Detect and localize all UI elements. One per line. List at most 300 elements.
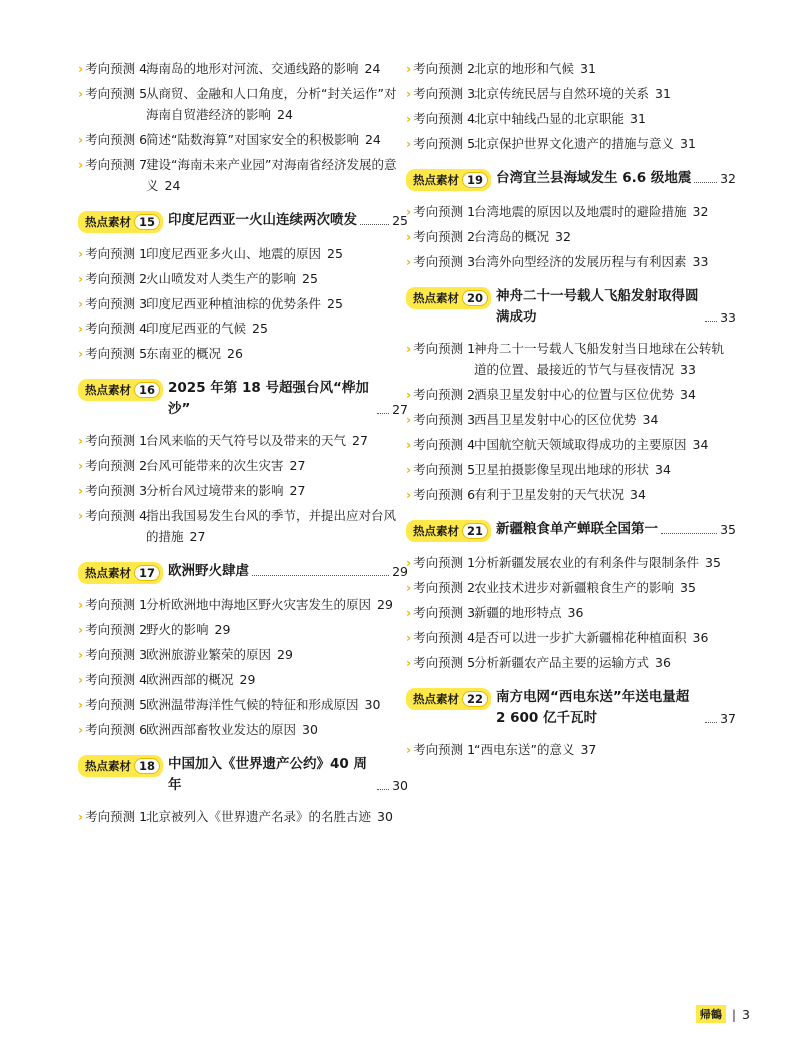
entry-page: 31 [680, 136, 696, 151]
entry-row [146, 619, 408, 640]
arrow-icon: › [406, 742, 412, 757]
arrow-icon: › [406, 387, 412, 402]
entry-title: 欧洲西部的概况 [146, 672, 234, 687]
entry-row [146, 83, 408, 125]
entry-title: 北京被列入《世界遗产名录》的名胜古迹 [146, 809, 372, 824]
prediction-label-text: 考向预测 5 [85, 697, 148, 712]
hot-topic-page: 27 [392, 402, 408, 417]
hot-topic-heading[interactable] [78, 754, 408, 796]
prediction-label [406, 739, 475, 760]
entry-title: 北京保护世界文化遗产的措施与意义 [474, 136, 675, 151]
hot-topic-page: 25 [392, 213, 408, 228]
hot-topic-badge-label: 热点素材 [413, 692, 459, 706]
entry-page: 29 [239, 672, 256, 687]
toc-right-column [406, 58, 736, 764]
prediction-label [78, 594, 147, 615]
toc-entry[interactable] [406, 602, 736, 623]
entry-title: 中国航空航天领域取得成功的主要原因 [474, 437, 687, 452]
prediction-label [406, 484, 475, 505]
toc-entry[interactable] [406, 484, 736, 505]
prediction-label [78, 806, 147, 827]
prediction-label [406, 434, 475, 455]
hot-topic-heading[interactable] [406, 687, 736, 729]
prediction-label [406, 226, 475, 247]
prediction-label-text: 考向预测 4 [413, 111, 476, 126]
toc-entry[interactable] [78, 343, 408, 364]
prediction-label [78, 343, 147, 364]
arrow-icon: › [78, 61, 84, 76]
arrow-icon: › [78, 157, 84, 172]
prediction-label-text: 考向预测 4 [413, 437, 476, 452]
entry-title: 北京中轴线凸显的北京职能 [474, 111, 625, 126]
arrow-icon: › [406, 61, 412, 76]
entry-page: 36 [567, 605, 584, 620]
arrow-icon: › [78, 597, 84, 612]
arrow-icon: › [78, 722, 84, 737]
hot-topic-title: 欧洲野火肆虐 [168, 563, 250, 579]
arrow-icon: › [406, 605, 412, 620]
toc-entry[interactable] [78, 293, 408, 314]
arrow-icon: › [406, 655, 412, 670]
arrow-icon: › [406, 136, 412, 151]
hot-topic-heading[interactable] [78, 210, 408, 233]
entry-title: 神舟二十一号载人飞船发射当日地球在公转轨道的位置、最接近的节气与昼夜情况 [474, 341, 725, 377]
prediction-label [78, 129, 147, 150]
entry-title: 卫星拍摄影像呈现出地球的形状 [474, 462, 650, 477]
entry-title: 分析新疆发展农业的有利条件与限制条件 [474, 555, 700, 570]
prediction-label [406, 459, 475, 480]
arrow-icon: › [406, 630, 412, 645]
entry-title: “西电东送”的意义 [474, 742, 575, 757]
hot-topic-heading[interactable] [406, 168, 736, 191]
prediction-label [406, 108, 475, 129]
prediction-label-text: 考向预测 4 [413, 630, 476, 645]
page-number: 3 [742, 1006, 750, 1022]
entry-page: 24 [164, 178, 181, 193]
entry-row [146, 644, 408, 665]
arrow-icon: › [78, 672, 84, 687]
entry-row [146, 455, 408, 476]
entry-page: 34 [692, 437, 709, 452]
hot-topic-badge [406, 287, 491, 309]
prediction-label-text: 考向预测 6 [85, 132, 148, 147]
entry-title: 台湾岛的概况 [474, 229, 550, 244]
toc-entry[interactable] [78, 644, 408, 665]
toc-entry[interactable] [406, 58, 736, 79]
arrow-icon: › [406, 111, 412, 126]
prediction-label-text: 考向预测 3 [413, 412, 476, 427]
entry-row [474, 58, 736, 79]
entry-row [474, 409, 736, 430]
entry-page: 34 [630, 487, 646, 502]
hot-topic-title: 台湾宜兰县海域发生 6.6 级地震 [496, 170, 692, 186]
hot-topic-badge-label: 热点素材 [85, 215, 131, 229]
entry-title: 建设“海南未来产业园”对海南省经济发展的意义 [146, 157, 397, 193]
entry-row [146, 594, 408, 615]
arrow-icon: › [406, 487, 412, 502]
toc-entry[interactable] [78, 505, 408, 547]
hot-topic-badge-label: 热点素材 [413, 524, 459, 538]
entry-row [146, 268, 408, 289]
prediction-label-text: 考向预测 3 [85, 483, 148, 498]
entry-title: 火山喷发对人类生产的影响 [146, 271, 297, 286]
prediction-label [78, 644, 147, 665]
entry-title: 北京传统民居与自然环境的关系 [474, 86, 650, 101]
arrow-icon: › [406, 462, 412, 477]
toc-entry[interactable] [78, 430, 408, 451]
entry-title: 有利于卫星发射的天气状况 [474, 487, 625, 502]
toc-entry[interactable] [406, 459, 736, 480]
hot-topic-number: 16 [134, 382, 160, 398]
hot-topic-heading[interactable] [406, 519, 736, 542]
arrow-icon: › [78, 508, 84, 523]
prediction-label-text: 考向预测 2 [413, 61, 476, 76]
toc-entry[interactable] [406, 83, 736, 104]
prediction-label-text: 考向预测 1 [413, 341, 476, 356]
toc-entry[interactable] [406, 226, 736, 247]
entry-page: 25 [327, 296, 343, 311]
hot-topic-badge [406, 688, 491, 710]
prediction-label [406, 652, 475, 673]
entry-page: 32 [692, 204, 709, 219]
prediction-label-text: 考向预测 1 [413, 742, 476, 757]
prediction-label [78, 83, 147, 104]
entry-page: 30 [364, 697, 381, 712]
entry-row [146, 669, 408, 690]
entry-row [146, 806, 408, 827]
entry-title: 台湾地震的原因以及地震时的避险措施 [474, 204, 687, 219]
dot-leader [661, 533, 717, 534]
toc-entry[interactable] [78, 154, 408, 196]
arrow-icon: › [78, 296, 84, 311]
entry-row [474, 201, 736, 222]
entry-title: 印度尼西亚的气候 [146, 321, 247, 336]
arrow-icon: › [78, 321, 84, 336]
entry-row [474, 577, 736, 598]
arrow-icon: › [406, 437, 412, 452]
entry-page: 26 [227, 346, 243, 361]
entry-title: 台风可能带来的次生灾害 [146, 458, 284, 473]
arrow-icon: › [78, 433, 84, 448]
dot-leader [360, 224, 389, 225]
toc-entry[interactable] [78, 619, 408, 640]
entry-title: 西昌卫星发射中心的区位优势 [474, 412, 637, 427]
arrow-icon: › [78, 132, 84, 147]
arrow-icon: › [78, 246, 84, 261]
toc-entry[interactable] [78, 455, 408, 476]
hot-topic-title: 南方电网“西电东送”年送电量超 2 600 亿千瓦时 [496, 689, 690, 726]
hot-topic-title: 中国加入《世界遗产公约》40 周年 [168, 756, 368, 793]
entry-title: 农业技术进步对新疆粮食生产的影响 [474, 580, 675, 595]
entry-row [146, 293, 408, 314]
footer-separator: | [731, 1006, 737, 1022]
prediction-label [78, 154, 147, 175]
entry-row [146, 243, 408, 264]
toc-entry[interactable] [78, 594, 408, 615]
entry-title: 简述“陆数海算”对国家安全的积极影响 [146, 132, 359, 147]
entry-page: 36 [692, 630, 709, 645]
hot-topic-title: 印度尼西亚一火山连续两次喷发 [168, 212, 358, 228]
entry-title: 欧洲旅游业繁荣的原因 [146, 647, 272, 662]
entry-page: 33 [680, 362, 696, 377]
prediction-label-text: 考向预测 1 [85, 246, 148, 261]
arrow-icon: › [406, 412, 412, 427]
toc-entry[interactable] [406, 251, 736, 272]
entry-title: 东南亚的概况 [146, 346, 222, 361]
hot-topic-badge-label: 热点素材 [85, 566, 131, 580]
entry-title: 分析欧洲地中海地区野火灾害发生的原因 [146, 597, 372, 612]
toc-entry[interactable] [78, 129, 408, 150]
prediction-label-text: 考向预测 4 [85, 672, 148, 687]
hot-topic-badge-label: 热点素材 [413, 291, 459, 305]
entry-row [474, 338, 736, 380]
toc-entry[interactable] [78, 58, 408, 79]
hot-topic-heading[interactable] [406, 286, 736, 328]
arrow-icon: › [78, 809, 84, 824]
entry-page: 24 [364, 132, 381, 147]
arrow-icon: › [78, 346, 84, 361]
prediction-label-text: 考向预测 4 [85, 508, 148, 523]
prediction-label [78, 293, 147, 314]
entry-page: 34 [680, 387, 696, 402]
hot-topic-row [496, 168, 736, 189]
entry-page: 24 [277, 107, 293, 122]
dot-leader [705, 722, 717, 723]
prediction-label-text: 考向预测 1 [85, 809, 148, 824]
entry-title: 分析新疆农产品主要的运输方式 [474, 655, 650, 670]
arrow-icon: › [406, 254, 412, 269]
entry-row [474, 602, 736, 623]
toc-entry[interactable] [78, 806, 408, 827]
entry-page: 31 [630, 111, 646, 126]
prediction-label [78, 505, 147, 526]
entry-page: 29 [377, 597, 393, 612]
arrow-icon: › [78, 622, 84, 637]
toc-entry[interactable] [78, 719, 408, 740]
entry-page: 34 [655, 462, 671, 477]
arrow-icon: › [406, 580, 412, 595]
arrow-icon: › [406, 555, 412, 570]
toc-entry[interactable] [406, 552, 736, 573]
toc-entry[interactable] [406, 201, 736, 222]
toc-entry[interactable] [78, 480, 408, 501]
toc-entry[interactable] [406, 384, 736, 405]
hot-topic-badge [78, 755, 163, 777]
toc-entry[interactable] [78, 268, 408, 289]
toc-entry[interactable] [406, 409, 736, 430]
hot-topic-badge-label: 热点素材 [85, 759, 131, 773]
toc-entry[interactable] [406, 739, 736, 760]
prediction-label [406, 338, 475, 359]
hot-topic-row [168, 378, 408, 420]
arrow-icon: › [78, 86, 84, 101]
prediction-label-text: 考向预测 5 [413, 655, 476, 670]
entry-page: 36 [655, 655, 671, 670]
dot-leader [377, 413, 389, 414]
entry-page: 27 [189, 529, 206, 544]
entry-page: 25 [252, 321, 268, 336]
prediction-label-text: 考向预测 5 [85, 86, 148, 101]
toc-entry[interactable] [78, 243, 408, 264]
toc-entry[interactable] [406, 338, 736, 380]
hot-topic-row [496, 519, 736, 540]
prediction-label-text: 考向预测 2 [85, 271, 148, 286]
entry-row [146, 129, 408, 150]
entry-page: 35 [680, 580, 696, 595]
entry-title: 分析台风过境带来的影响 [146, 483, 284, 498]
toc-entry[interactable] [406, 627, 736, 648]
prediction-label-text: 考向预测 3 [85, 647, 148, 662]
prediction-label-text: 考向预测 2 [413, 387, 476, 402]
entry-row [146, 154, 408, 196]
hot-topic-row [168, 561, 408, 582]
entry-title: 指出我国易发生台风的季节，并提出应对台风的措施 [146, 508, 397, 544]
prediction-label [406, 602, 475, 623]
toc-entry[interactable] [78, 318, 408, 339]
prediction-label [406, 577, 475, 598]
prediction-label [406, 409, 475, 430]
arrow-icon: › [406, 341, 412, 356]
entry-row [146, 318, 408, 339]
prediction-label-text: 考向预测 1 [413, 204, 476, 219]
entry-page: 37 [580, 742, 597, 757]
prediction-label [406, 251, 475, 272]
entry-title: 欧洲温带海洋性气候的特征和形成原因 [146, 697, 359, 712]
entry-title: 印度尼西亚多火山、地震的原因 [146, 246, 322, 261]
entry-title: 北京的地形和气候 [474, 61, 575, 76]
prediction-label-text: 考向预测 1 [413, 555, 476, 570]
toc-left-column [78, 58, 408, 831]
entry-page: 25 [302, 271, 318, 286]
entry-row [146, 430, 408, 451]
entry-title: 野火的影响 [146, 622, 209, 637]
brand-logo: 帰鶴 [696, 1005, 726, 1023]
entry-title: 是否可以进一步扩大新疆棉花种植面积 [474, 630, 687, 645]
arrow-icon: › [78, 458, 84, 473]
toc-entry[interactable] [406, 577, 736, 598]
entry-row [146, 343, 408, 364]
entry-row [474, 434, 736, 455]
hot-topic-badge [78, 562, 163, 584]
entry-page: 32 [555, 229, 571, 244]
prediction-label-text: 考向预测 3 [85, 296, 148, 311]
entry-row [474, 226, 736, 247]
arrow-icon: › [78, 271, 84, 286]
hot-topic-page: 35 [720, 522, 736, 537]
prediction-label [78, 694, 147, 715]
entry-row [474, 83, 736, 104]
dot-leader [694, 182, 717, 183]
hot-topic-page: 33 [720, 310, 736, 325]
hot-topic-badge-label: 热点素材 [413, 173, 459, 187]
prediction-label-text: 考向预测 3 [413, 86, 476, 101]
entry-row [146, 505, 408, 547]
hot-topic-title: 神舟二十一号载人飞船发射取得圆满成功 [496, 288, 699, 325]
entry-row [474, 108, 736, 129]
prediction-label [406, 627, 475, 648]
toc-entry[interactable] [406, 434, 736, 455]
prediction-label [406, 58, 475, 79]
dot-leader [377, 789, 389, 790]
prediction-label-text: 考向预测 2 [85, 458, 148, 473]
entry-row [146, 480, 408, 501]
entry-title: 海南岛的地形对河流、交通线路的影响 [146, 61, 359, 76]
entry-page: 30 [302, 722, 318, 737]
prediction-label-text: 考向预测 5 [85, 346, 148, 361]
prediction-label-text: 考向预测 2 [85, 622, 148, 637]
hot-topic-page: 30 [392, 778, 408, 793]
entry-row [474, 652, 736, 673]
hot-topic-number: 20 [462, 290, 488, 306]
entry-page: 27 [289, 483, 306, 498]
entry-row [474, 739, 736, 760]
entry-page: 35 [705, 555, 721, 570]
prediction-label [78, 719, 147, 740]
toc-entry[interactable] [78, 669, 408, 690]
prediction-label-text: 考向预测 5 [413, 136, 476, 151]
hot-topic-heading[interactable] [78, 378, 408, 420]
entry-row [474, 552, 736, 573]
hot-topic-badge [406, 520, 491, 542]
arrow-icon: › [78, 483, 84, 498]
arrow-icon: › [406, 86, 412, 101]
prediction-label [78, 480, 147, 501]
hot-topic-number: 19 [462, 172, 488, 188]
entry-page: 31 [655, 86, 671, 101]
hot-topic-number: 21 [462, 523, 488, 539]
hot-topic-badge [406, 169, 491, 191]
entry-row [146, 694, 408, 715]
entry-page: 24 [364, 61, 381, 76]
prediction-label-text: 考向预测 1 [85, 597, 148, 612]
hot-topic-number: 18 [134, 758, 160, 774]
prediction-label [78, 669, 147, 690]
toc-entry[interactable] [78, 83, 408, 125]
hot-topic-page: 29 [392, 564, 408, 579]
toc-entry[interactable] [78, 694, 408, 715]
hot-topic-number: 17 [134, 565, 160, 581]
prediction-label-text: 考向预测 3 [413, 254, 476, 269]
prediction-label-text: 考向预测 3 [413, 605, 476, 620]
entry-page: 27 [289, 458, 306, 473]
prediction-label-text: 考向预测 2 [413, 580, 476, 595]
entry-page: 34 [642, 412, 659, 427]
entry-title: 台风来临的天气符号以及带来的天气 [146, 433, 347, 448]
entry-row [474, 459, 736, 480]
dot-leader [705, 321, 717, 322]
prediction-label [406, 201, 475, 222]
hot-topic-badge [78, 211, 163, 233]
hot-topic-number: 22 [462, 691, 488, 707]
prediction-label-text: 考向预测 6 [85, 722, 148, 737]
prediction-label-text: 考向预测 4 [85, 61, 148, 76]
arrow-icon: › [406, 204, 412, 219]
toc-entry[interactable] [406, 133, 736, 154]
prediction-label-text: 考向预测 5 [413, 462, 476, 477]
hot-topic-heading[interactable] [78, 561, 408, 584]
hot-topic-badge [78, 379, 163, 401]
hot-topic-badge-label: 热点素材 [85, 383, 131, 397]
prediction-label [406, 133, 475, 154]
entry-page: 33 [692, 254, 709, 269]
hot-topic-row [168, 754, 408, 796]
arrow-icon: › [78, 697, 84, 712]
toc-entry[interactable] [406, 108, 736, 129]
hot-topic-number: 15 [134, 214, 160, 230]
entry-page: 30 [377, 809, 393, 824]
prediction-label-text: 考向预测 2 [413, 229, 476, 244]
toc-entry[interactable] [406, 652, 736, 673]
